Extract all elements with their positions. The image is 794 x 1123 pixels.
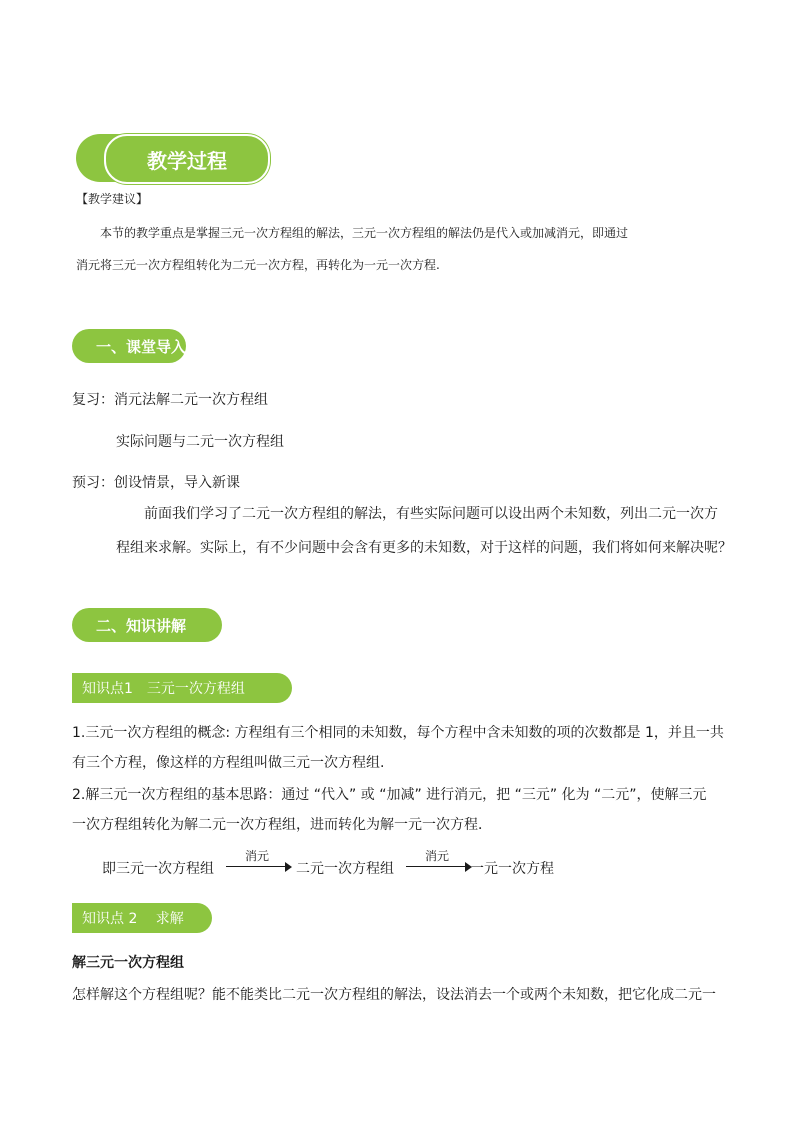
review-line-1: 复习：消元法解二元一次方程组: [72, 392, 268, 408]
page-title: 教学过程: [104, 134, 270, 184]
kp1-item-2-line-1: 2.解三元一次方程组的基本思路：通过 “代入” 或 “加减” 进行消元，把 “三元” 化为 “二元”，使解三元: [72, 787, 707, 803]
kp1-item-1-line-2: 有三个方程，像这样的方程组叫做三元一次方程组.: [72, 755, 385, 771]
intro-paragraph-line-2: 程组来求解。实际上，有不少问题中会含有更多的未知数，对于这样的问题，我们将如何来解决呢？: [116, 540, 732, 556]
intro-paragraph-line-1: 前面我们学习了二元一次方程组的解法，有些实际问题可以设出两个未知数，列出二元一次方: [144, 506, 718, 522]
preview-line: 预习：创设情景，导入新课: [72, 475, 240, 491]
knowledge-point-2-tag: 知识点 2 求解: [72, 903, 212, 933]
flow-end: 一元一次方程: [470, 861, 554, 877]
arrow-1-line: [226, 866, 288, 867]
review-line-2: 实际问题与二元一次方程组: [116, 434, 284, 450]
suggestion-line-1: 本节的教学重点是掌握三元一次方程组的解法，三元一次方程组的解法仍是代入或加减消元，即通过: [100, 226, 629, 240]
kp2-subtitle: 解三元一次方程组: [72, 955, 184, 971]
section-1-title: 一、课堂导入: [72, 329, 186, 363]
kp1-item-1-line-1: 1.三元一次方程组的概念: 方程组有三个相同的未知数，每个方程中含未知数的项的次数都是 1，并且一共: [72, 725, 724, 741]
flow-start: 即三元一次方程组: [102, 861, 214, 877]
suggestion-label: 【教学建议】: [76, 192, 149, 206]
arrow-1-label: 消元: [244, 849, 269, 863]
knowledge-point-1-tag: 知识点1 三元一次方程组: [72, 673, 292, 703]
arrow-1-head-icon: [285, 862, 292, 872]
elimination-arrow-1: [222, 849, 292, 874]
flow-middle: 二元一次方程组: [296, 861, 394, 877]
suggestion-line-2: 消元将三元一次方程组转化为二元一次方程，再转化为一元一次方程.: [76, 258, 440, 272]
section-2-title: 二、知识讲解: [72, 608, 222, 642]
arrow-2-line: [406, 866, 468, 867]
arrow-2-label: 消元: [424, 849, 449, 863]
kp2-line-1: 怎样解这个方程组呢？能不能类比二元一次方程组的解法，设法消去一个或两个未知数，把它化成二元一: [72, 987, 716, 1003]
elimination-arrow-2: [402, 849, 472, 874]
kp1-item-2-line-2: 一次方程组转化为解二元一次方程组，进而转化为解一元一次方程．: [72, 817, 492, 833]
